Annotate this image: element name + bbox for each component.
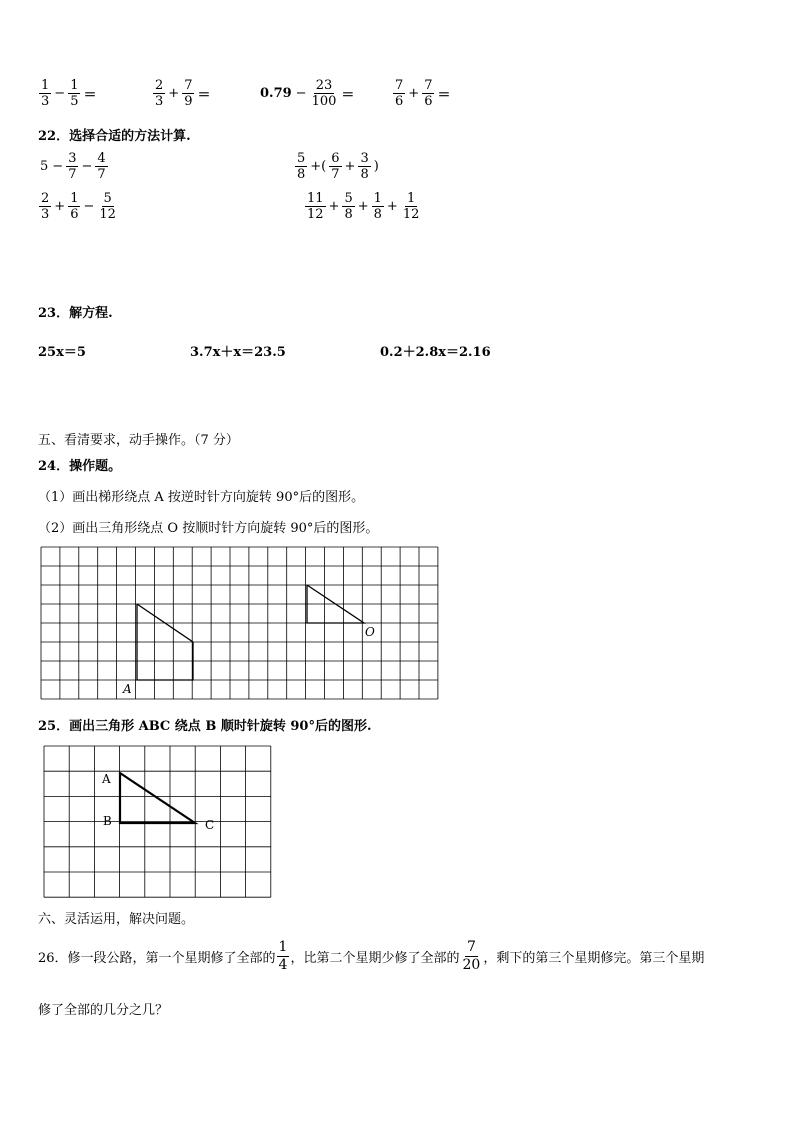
point-b-label-q25: B (103, 814, 112, 828)
q23-title: 23．解方程. (38, 306, 113, 321)
point-o-label: O (365, 625, 375, 639)
q26-line-1: 26．修一段公路，第一个星期修了全部的 $\frac{1}{4}$ ，比第二个星期少修了全部的 $\frac{7}{20}$ ，剩下的第三个星期修完。第三个星期 (38, 939, 705, 973)
q23-eq-1: 25x＝5 (38, 345, 86, 360)
point-c-label-q25: C (205, 818, 215, 832)
triangle-abc-shape (120, 773, 195, 823)
calc-1-3: 0.79 − $\frac{23}{100}$ ＝ (260, 78, 355, 109)
section-5-title: 五、看清要求，动手操作。（7 分） (38, 433, 239, 448)
calc-1-1: $\frac{1}{3}$ − $\frac{1}{5}$ ＝ (41, 78, 97, 109)
q25-title: 25．画出三角形 ABC 绕点 B 顺时针旋转 90°后的图形. (38, 719, 372, 734)
q24-title: 24．操作题。 (38, 459, 122, 474)
q24-part-2: （2）画出三角形绕点 O 按顺时针方向旋转 90°后的图形。 (38, 521, 379, 536)
q23-eq-3: 0.2＋2.8x＝2.16 (380, 345, 491, 360)
calc-1-2: $\frac{2}{3}$ + $\frac{7}{9}$ ＝ (155, 78, 211, 109)
calc-1-3-wrap (258, 78, 356, 109)
q22-expr-2: $\frac{5}{8}$ +( $\frac{6}{7}$ + $\frac{3}{8}$ ) (297, 151, 379, 182)
q25-grid-lines (44, 746, 271, 897)
point-a-label: A (123, 682, 132, 696)
q26-line-2: 修了全部的几分之几？ (38, 1003, 169, 1018)
q22-expr-4: $\frac{11}{12}$ + $\frac{5}{8}$ + $\frac{1}{8}$ + $\frac{1}{12}$ (307, 191, 420, 222)
calc-1-4-wrap (392, 78, 452, 109)
calc-row-1 (38, 78, 98, 109)
q23-eq-2: 3.7x＋x＝23.5 (190, 345, 286, 360)
section-6-title: 六、灵活运用，解决问题。 (38, 912, 195, 927)
q24-grid-lines (41, 547, 438, 699)
q22-title: 22．选择合适的方法计算. (38, 129, 191, 144)
q24-part-1: （1）画出梯形绕点 A 按逆时针方向旋转 90°后的图形。 (38, 490, 365, 505)
calc-1-2-wrap (152, 78, 212, 109)
q25-grid-figure (42, 745, 274, 901)
calc-1-4: $\frac{7}{6}$ + $\frac{7}{6}$ ＝ (395, 78, 451, 109)
q22-expr-1: 5 − $\frac{3}{7}$ − $\frac{4}{7}$ (40, 151, 106, 182)
q24-grid-figure (40, 546, 440, 702)
point-a-label-q25: A (102, 772, 111, 786)
q22-expr-3: $\frac{2}{3}$ + $\frac{1}{6}$ − $\frac{5}{12}$ (41, 191, 116, 222)
